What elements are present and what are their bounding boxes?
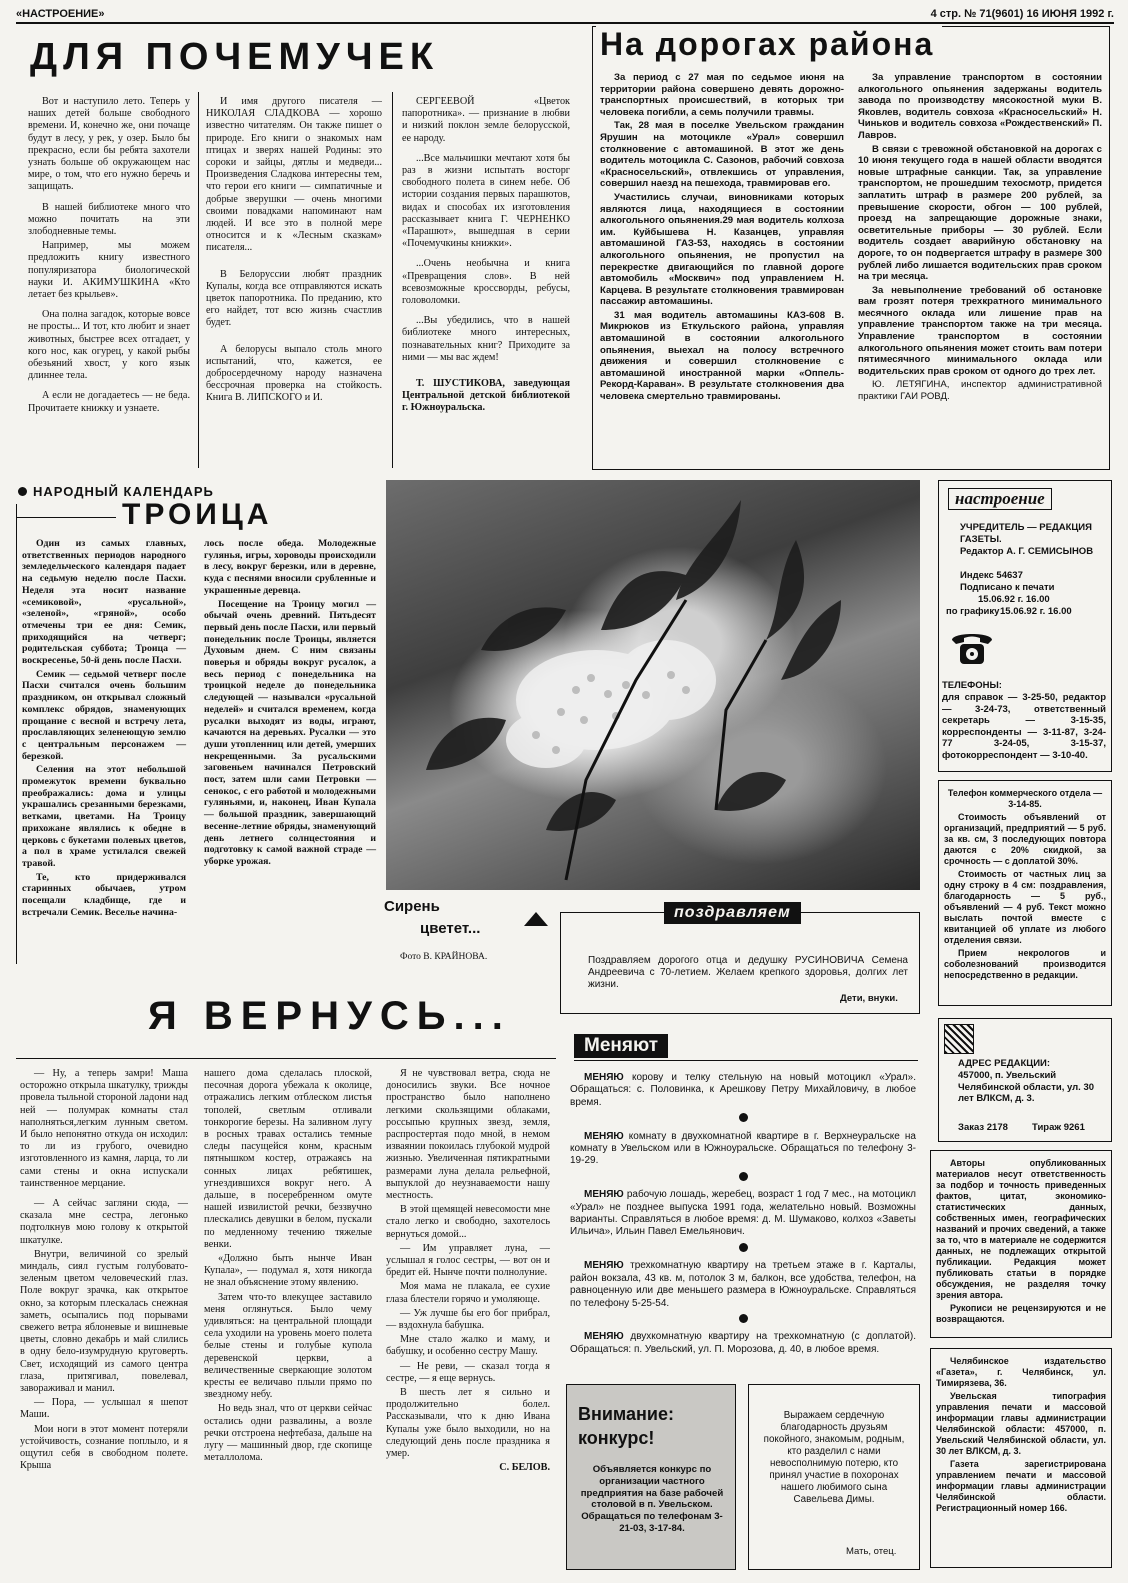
item-lead: МЕНЯЮ xyxy=(584,1189,624,1201)
header-rule xyxy=(16,22,1114,24)
paragraph: — А сейчас загляни сюда, — сказала мне сестра, легонько подтолкнув мою голову к открытой шкатулке. xyxy=(20,1198,188,1246)
bullet-icon xyxy=(739,1243,748,1252)
paragraph: Те, кто придерживался старинных обычаев, утром посещали кладбище, где и встречали Семик. Веселье начина- xyxy=(22,871,186,918)
paragraph: Стоимость от частных лиц за одну строку в 4 см: поздравления, благодарность — 5 руб., объявлений — 4 руб. Текст можно выслать почтой вместе с квитанцией об уплате из любого отделения связи. xyxy=(944,869,1106,945)
menyayu-list xyxy=(570,1072,916,1358)
paragraph: Мои ноги в этот момент потеряли устойчивость, сознание поплыло, и я ощутил себя в свободном полете. Крыша xyxy=(20,1423,188,1472)
paragraph: — Пора, — услышал я шепот Маши. xyxy=(20,1397,188,1421)
list-item xyxy=(570,1072,916,1109)
paragraph: Телефон коммерческого отдела — 3-14-85. xyxy=(947,788,1103,809)
issue-info: 4 стр. № 71(9601) 16 ИЮНЯ 1992 г. xyxy=(930,8,1114,20)
paragraph: За управление транспортом в состоянии алкогольного опьянения задержаны водитель завода по производству мясокостной муки В. Яковлев, водитель совхоза «Красносельский» Н. Чиньков и водитель совхоза «Рождественский» П. Лавров. xyxy=(858,72,1102,141)
paragraph: Мне стало жалко и маму, и бабушку, и особенно сестру Машу. xyxy=(386,1334,550,1358)
paragraph: Челябинское издательство «Газета», г. Челябинск, ул. Тимирязева, 36. xyxy=(936,1356,1106,1388)
paragraph: Семик — седьмой четверг после Пасхи считался очень большим праздником, он открывал сложный комплекс обрядов, знаменующих прощание с весной и встречу лета, прославляющих зеленеющую землю с центральным персонажем — березкой. xyxy=(22,668,186,762)
troitsa-top-rule xyxy=(16,517,116,518)
paragraph: Моя мама не плакала, ее сухие глаза блестели горячо и умоляюще. xyxy=(386,1281,550,1305)
calendar-kicker xyxy=(18,484,214,499)
paragraph: В этой щемящей невесомости мне стало легко и свободно, захотелось вернуться домой... xyxy=(386,1204,550,1240)
signature: Т. ШУСТИКОВА, заведующая Центральной детской библиотекой г. Южноуральска. xyxy=(402,378,570,414)
phones-text: для справок — 3-25-50, редактор — 3-24-73, ответственный секретарь — 3-15-35, корреспонденты — 3-11-87, 3-24-77 3-24-05, 3-15-37, фотокорреспондент — 3-10-40. xyxy=(942,692,1106,761)
paragraph: Селения на этот небольшой промежуток времени буквально преображались: дома и улицы украшались срезанными березками, ветками, цветами. На Троицу прихожане являлись к обедне в церковь с букетами полевых цветов, а пол в храме устилался свежей травой. xyxy=(22,764,186,869)
order-number: Заказ 2178 xyxy=(958,1122,1008,1133)
column-divider xyxy=(198,92,199,468)
pochemuchki-col3 xyxy=(402,96,570,417)
newspaper-name: «НАСТРОЕНИЕ» xyxy=(16,8,105,20)
paragraph: — Уж лучше бы его бог прибрал, — вздохнула бабушка. xyxy=(386,1307,550,1332)
bullet-icon xyxy=(18,487,27,496)
paragraph: В нашей библиотеке много что можно почитать на эти злободневные темы. xyxy=(28,201,190,238)
item-lead: МЕНЯЮ xyxy=(584,1260,624,1272)
roads-col2 xyxy=(858,72,1102,405)
paragraph: Стоимость объявлений от организаций, предприятий — 5 руб. за кв. см, 3 последующих повтора даются с 20% скидкой, за срочность — с доплатой 30%. xyxy=(944,812,1106,866)
paragraph: Так, 28 мая в поселке Увельском гражданин Ярушин на мотоцикле «Урал» совершил столкновение с автомашиной. В этот же день водитель мотоцикла С. Сазонов, рабочий совхоза «Красносельский», отвлекшись от управления, совершил наезд на пешехода, травмировав его. xyxy=(600,120,844,190)
paragraph: Я не чувствовал ветра, сюда не доносились звуки. Все ночное пространство было наполнено легкими скользящими облаками, россыпью крупных звезд, земля, распростертая подо мной, в немом изваянии покоилась глубокой мудрой жизнью. Увеличенная пятикратными размерами луна делала рельефной, выпуклой до неузнаваемости нашу местность. xyxy=(386,1068,550,1202)
vernus-col3 xyxy=(386,1068,550,1477)
printer-text xyxy=(936,1356,1106,1516)
menyayu-banner: Меняют xyxy=(574,1034,668,1058)
pochemuchki-title: ДЛЯ ПОЧЕМУЧЕК xyxy=(30,36,440,78)
photo-caption xyxy=(384,896,480,940)
caption-line1: Сирень xyxy=(384,898,440,915)
list-item xyxy=(570,1260,916,1310)
item-text: двухкомнатную квартиру на трехкомнатную (с доплатой). Обращаться: п. Увельский, ул. П. Морозова, д. 40, в любое время. xyxy=(570,1331,916,1355)
paragraph: В шесть лет я сильно и продолжительно болел. Рассказывали, что к дню Ивана Купалы уже было выходили, но на следующий день после праздника я умер. xyxy=(386,1387,550,1460)
congrats-text: Поздравляем дорогого отца и дедушку РУСИНОВИЧА Семена Андреевича с 70-летием. Желаем крепкого здоровья, долгих лет жизни. xyxy=(588,955,908,991)
lilac-photo xyxy=(386,480,920,890)
column-divider xyxy=(392,92,393,468)
paragraph: Авторы опубликованных материалов несут ответственность за подбор и точность приведенных фактов, цитат, экономико-статистических данных, собственных имен, географических названий и прочих сведений, а также за то, что в материале не содержится данных, не подлежащих открытой публикации. Редакция может публиковать статьи в порядке обсуждения, не разделяя точку зрения автора. xyxy=(936,1158,1106,1300)
paragraph: Увельская типография управления печати и массовой информации главы администрации Челябинской области: 457000, п. Увельский Челябинской области, ул. 30 лет ВЛКСМ, д. 3. xyxy=(936,1391,1106,1456)
bullet-icon xyxy=(739,1314,748,1323)
imprint-schedule-label: по графику xyxy=(946,606,1000,617)
item-lead: МЕНЯЮ xyxy=(584,1331,624,1343)
print-run: Тираж 9261 xyxy=(1032,1122,1085,1133)
paragraph: И имя другого писателя — НИКОЛАЯ СЛАДКОВА — хорошо известно читателям. Он также пишет о природе. Его книги о знакомых нам птицах и зверях нашей Родины: это сороки и зайцы, дятлы и медведи... Произведения Сладкова интересны тем, что герои его книги — симпатичные и добрые зверушки — очень многими своими повадками напоминают нам людей. И все это в полной мере относится и к «Лесным сказкам» писателя... xyxy=(206,96,382,254)
imprint-editor: Редактор А. Г. СЕМИСЫНОВ xyxy=(960,546,1094,557)
imprint-schedule-value: 15.06.92 г. 16.00 xyxy=(1000,606,1072,617)
paragraph: нашего дома сделалась плоской, песочная дорога убежала к околице, отражались легким отблеском листья тополей, светлым отливали тонкорогие березы. На заливном лугу в росных травах остались темные следы пасущейся конм, красным пятнышком костер, отражаясь на сонных лицах ребятишек, угнездившихся вокруг него. А дальше, в посеребренном омуте нашей извилистой речки, беззвучно плескались девушки в белом, пускали по медленному течению тяжелые венки. xyxy=(204,1068,372,1250)
lilac-illustration xyxy=(386,480,920,890)
triangle-up-icon xyxy=(524,912,548,926)
pochemuchki-col2 xyxy=(206,96,382,407)
vernus-rule xyxy=(16,1058,556,1059)
roads-title: На дорогах района xyxy=(596,26,942,63)
caption-line2: цветет... xyxy=(420,920,481,937)
pochemuchki-col1 xyxy=(28,96,190,417)
address-icon xyxy=(944,1024,974,1054)
roads-col1 xyxy=(600,72,844,405)
paragraph: В связи с тревожной обстановкой на дорогах с 10 июня текущего года в нашей области вводятся новые штрафные санкции. Так, за управление транспортом, не прошедшим техосмотр, придется заплатить штраф в размере 200 рублей, за превышение скорости, обгон — 100 рублей, проезд на запрещающие дорожные знаки, осветительные приборы — 30 рублей. Если водитель создает аварийную обстановку на дороге, то он подвергается штрафу в размере 300 рублей либо лишается водительских прав сроком на три месяца. xyxy=(858,143,1102,283)
paragraph: А белорусы выпало столь много испытаний, что, кажется, ее добросердечному народу назначена бессрочная проверка на стойкость. Книга В. ЛИПСКОГО и И. xyxy=(206,343,382,404)
konkurs-title-line1: Внимание: xyxy=(578,1404,674,1424)
item-text: трехкомнатную квартиру на третьем этаже в г. Карталы, район вокзала, 43 кв. м, потолок 3 м, балкон, все удобства, телефон, на равноценную или две меньшего размера в Южноуральске. Справляться по телефону 5-25-54. xyxy=(570,1260,916,1309)
paragraph: Она полна загадок, которые вовсе не просты... И тот, кто любит и знает животных, быстрее всех отгадает, у кого нос, как огурец, у какой рыбы обезьяний хвост, у кого язык длиннее тела. xyxy=(28,309,190,382)
list-item xyxy=(570,1331,916,1356)
congrats-signature: Дети, внуки. xyxy=(840,993,898,1004)
paragraph: СЕРГЕЕВОЙ «Цветок папоротника». — признание в любви и низкий поклон земле белорусской, ее народу. xyxy=(402,96,570,144)
congrats-banner: поздравляем xyxy=(664,902,801,924)
paragraph: 31 мая водитель автомашины КАЗ-608 В. Микрюков из Еткульского района, управляя автомашиной в состоянии алкогольного опьянения, выехал на полосу встречного движения и совершил столкновение с автомашиной иностранной марки «Оппель-Рекорд-Караван». В результате столкновения два человека смертельно травмированы. xyxy=(600,309,844,403)
troitsa-col1 xyxy=(22,538,186,921)
item-lead: МЕНЯЮ xyxy=(584,1072,624,1083)
konkurs-title xyxy=(578,1402,674,1450)
item-lead: МЕНЯЮ xyxy=(584,1130,624,1142)
paragraph: Прием некрологов и соболезнований производится непосредственно в редакции. xyxy=(944,948,1106,980)
condolence-signature: Мать, отец. xyxy=(846,1546,897,1557)
kicker-label: НАРОДНЫЙ КАЛЕНДАРЬ xyxy=(33,484,214,499)
paragraph: Участились случаи, виновниками которых являются лица, находящиеся в состоянии алкогольного опьянения.29 мая водитель колхоза им. Куйбышева Н. Казанцев, управляя автомашиной ГАЗ-53, находясь в состоянии алкогольного опьянения, не пропустил на перекрестке двигающийся по главной дороге автомобиль «Москвич» под управлением Н. Карцева. В результате столкновения травмирован пассажир автомашины. xyxy=(600,191,844,308)
paragraph: Рукописи не рецензируются и не возвращаются. xyxy=(936,1303,1106,1324)
paragraph: Внутри, величиной со зрелый миндаль, сиял густым голубовато-зеленым цветом человеческий глаз. Поле вокруг зрачка, как открытое окно, за которым плескалась снежная заметь, осыпались под порывами свежего ветра яблоневые и вишневые цветы, словно декабрь и май слились в одну бело-изумрудную круговерть. Свет, исходящий из самого центра глаза, притягивал, повелевал, завораживал и манил. xyxy=(20,1248,188,1395)
paragraph: Один из самых главных, ответственных периодов народного земледельческого календаря падает на седьмую неделю после Пасхи. Неделя эта носит название «семиковой», «русальной», «зеленой», «гряной», особо отмечены три ее дня: Семик, приходящийся на четверг; родительская суббота; Троица —воскресенье, 50-й день после Пасхи. xyxy=(22,538,186,667)
vernus-col2 xyxy=(204,1068,372,1467)
paragraph: Но ведь знал, что от церкви сейчас остались одни развалины, а возле речки отстроена нефтебаза, дальше на лугу — машинный двор, где скопище металлолома. xyxy=(204,1403,372,1464)
signature: С. БЕЛОВ. xyxy=(499,1462,550,1474)
list-item xyxy=(570,1189,916,1239)
paragraph: За невыполнение требований об остановке вам грозят потеря трехкратного минимального месячного оклада или лишение прав на управление транспортом также на три месяца. Управление транспортом в состоянии алкогольного опьянения может стоить вам потери пятимесячного минимального оклада или водительских прав сроком от одного до трех лет. xyxy=(858,284,1102,377)
paragraph: Газета зарегистрирована управлением печати и массовой информации главы администрации Челябинской области. Регистрационный номер 166. xyxy=(936,1459,1106,1513)
imprint-index: Индекс 54637 xyxy=(960,570,1023,581)
condolence-text: Выражаем сердечную благодарность друзьям покойного, знакомым, родным, кто разделил с нами невосполнимую потерю, кто принял участие в похоронах нашего любимого сына Савельева Димы. xyxy=(763,1410,905,1505)
disclaimer-text xyxy=(936,1158,1106,1327)
vernus-title: Я ВЕРНУСЬ... xyxy=(148,994,511,1038)
item-text: корову и телку стельную на новый мотоцикл «Урал». Обращаться: с. Половинка, к Арешкову Петру Михайловичу, в любое время. xyxy=(570,1072,916,1108)
paragraph: — Ну, а теперь замри! Маша осторожно открыла шкатулку, трижды провела тыльной стороной ладони над ней — полумрак комнаты стал наполняться,легким лунным светом. И было непонятно откуда он исходил: то ли из грубого, очевидно изготовленного из камня, ларца, то ли сами стены и окна испускали таинственное мерцание. xyxy=(20,1068,188,1189)
troitsa-col2 xyxy=(204,538,376,870)
imprint-signed-value: 15.06.92 г. 16.00 xyxy=(978,594,1050,605)
item-text: рабочую лошадь, жеребец, возраст 1 год 7 мес., на мотоцикл «Урал» не позднее выпуска 1991 года, желательно новый. Возможны варианты. Справляться в любое время: д. М. Шумаково, колхоз «Заветы Ильича», Ильин Павел Емельянович. xyxy=(570,1189,916,1238)
konkurs-text: Объявляется конкурс по организации частного предприятия на базе рабочей столовой в п. Увельском. Обращаться по телефонам 3-21-03, 3-17-84. xyxy=(580,1464,724,1534)
list-item xyxy=(570,1131,916,1168)
paragraph: Вот и наступило лето. Теперь у наших детей больше свободного времени. И, конечно же, они почаще будут в лесу, у рек, у озер. Было бы прекрасно, если бы ребята захотели узнать больше об окружающем нас мире, о том, что его нужно беречь и защищать. xyxy=(28,96,190,193)
vernus-col1 xyxy=(20,1068,188,1475)
paragraph: лось после обеда. Молодежные гулянья, игры, хороводы происходили в лесу, вокруг березки, или в деревне, куда с песнями вносили срубленные и украшенные деревца. xyxy=(204,538,376,596)
paragraph: ...Очень необычна и книга «Превращения слов». В ней всевозможные кроссворды, ребусы, головоломки. xyxy=(402,258,570,307)
paragraph: «Должно быть нынче Иван Купала», — подумал я, хотя никогда не знал объяснение этому явлению. xyxy=(204,1253,372,1289)
address-text: 457000, п. Увельский Челябинской области, ул. 30 лет ВЛКСМ, д. 3. xyxy=(958,1070,1095,1104)
paragraph: ...Все мальчишки мечтают хотя бы раз в жизни испытать восторг свободного полета в синем небе. Об истории создания первых парашютов, видах и способах их изготовления рассказывает книга Г. ЧЕРНЕНКО «Парашют», вышедшая в серии «Почемучкины книжки». xyxy=(402,152,570,250)
paragraph: — Не реви, — сказал тогда я сестре, — я еще вернусь. xyxy=(386,1360,550,1384)
paragraph: В Белоруссии любят праздник Купалы, когда все отправляются искать цветок папоротника. По преданию, кто его найдет, тот всю жизнь счастлив будет. xyxy=(206,268,382,329)
telephone-icon xyxy=(948,626,996,668)
paragraph: А если не догадаетесь — не беда. Прочитаете книжку и узнаете. xyxy=(28,390,190,414)
bullet-icon xyxy=(739,1172,748,1181)
paragraph: — Им управляет луна, — услышал я голос сестры, — вот он и бредит ей. Нынче почти полнолуние. xyxy=(386,1242,550,1279)
paragraph: Например, мы можем предложить книгу известного популяризатора биологической науки И. АКИМУШКИНА «Кто летает без крыльев». xyxy=(28,240,190,301)
bullet-icon xyxy=(739,1113,748,1122)
konkurs-title-line2: конкурс! xyxy=(578,1428,655,1448)
paragraph: ...Вы убедились, что в нашей библиотеке много интересных, познавательных книг? Приходите за ними — мы вас ждем! xyxy=(402,315,570,363)
paragraph: Посещение на Троицу могил — обычай очень древний. Пятьдесят первый день после Пасхи, или первый понедельник после Троицы, является Духовым днем. С ним связаны поверья и обряды вокруг русалок, а весь период с понедельника на троицкой неделе до понедельника следующей — называлси «русальной неделей» и считался временем, когда русалки выходят из воды, играют, качаются на деревьях. Русалки — это души утопленниц или детей, умерших некрещенными. За русальскими заговеньем начинался Петровский пост, затем шли сами Петровки — сенокос, с его работой и молодежными гуляньями, и, наконец, Иван Купала — большой праздник, завершающий весенне-летние обряды, знаменующий день летнего солнцестояния и подготовку к самой важной страде — уборке урожая. xyxy=(204,598,376,867)
photo-credit: Фото В. КРАЙНОВА. xyxy=(400,952,488,962)
phones-title: ТЕЛЕФОНЫ: xyxy=(942,680,1002,691)
signature: Ю. ЛЕТЯГИНА, инспектор административной практики ГАИ РОВД. xyxy=(858,379,1102,403)
paragraph: За период с 27 мая по седьмое июня на территории района совершено девять дорожно-транспортных происшествий, в которых три человека погибли, а семь получили травмы. xyxy=(600,72,844,118)
imprint-signed-label: Подписано к печати xyxy=(960,582,1055,593)
paragraph: Затем что-то влекущее заставило меня оглянуться. Было чему удивляться: на центральной площади села уходили на уровень моего полета белые стены и голубые купола деревенской церкви, а величественные сверкающие золотом кресты ее величаво плыли прямо по звездному небу. xyxy=(204,1291,372,1401)
menyayu-rule xyxy=(574,1060,918,1061)
ads-text xyxy=(944,788,1106,983)
imprint-founder: УЧРЕДИТЕЛЬ — РЕДАКЦИЯ ГАЗЕТЫ. xyxy=(960,522,1092,545)
troitsa-title: ТРОИЦА xyxy=(122,498,273,531)
item-text: комнату в двухкомнатной квартире в г. Верхнеуральске на комнату в Увельском или в Южноуральске. Обращаться по телефону 3-19-29. xyxy=(570,1130,916,1167)
address-title: АДРЕС РЕДАКЦИИ: xyxy=(958,1058,1051,1069)
troitsa-left-rule xyxy=(16,504,17,964)
newspaper-logo: настроение xyxy=(948,488,1052,510)
